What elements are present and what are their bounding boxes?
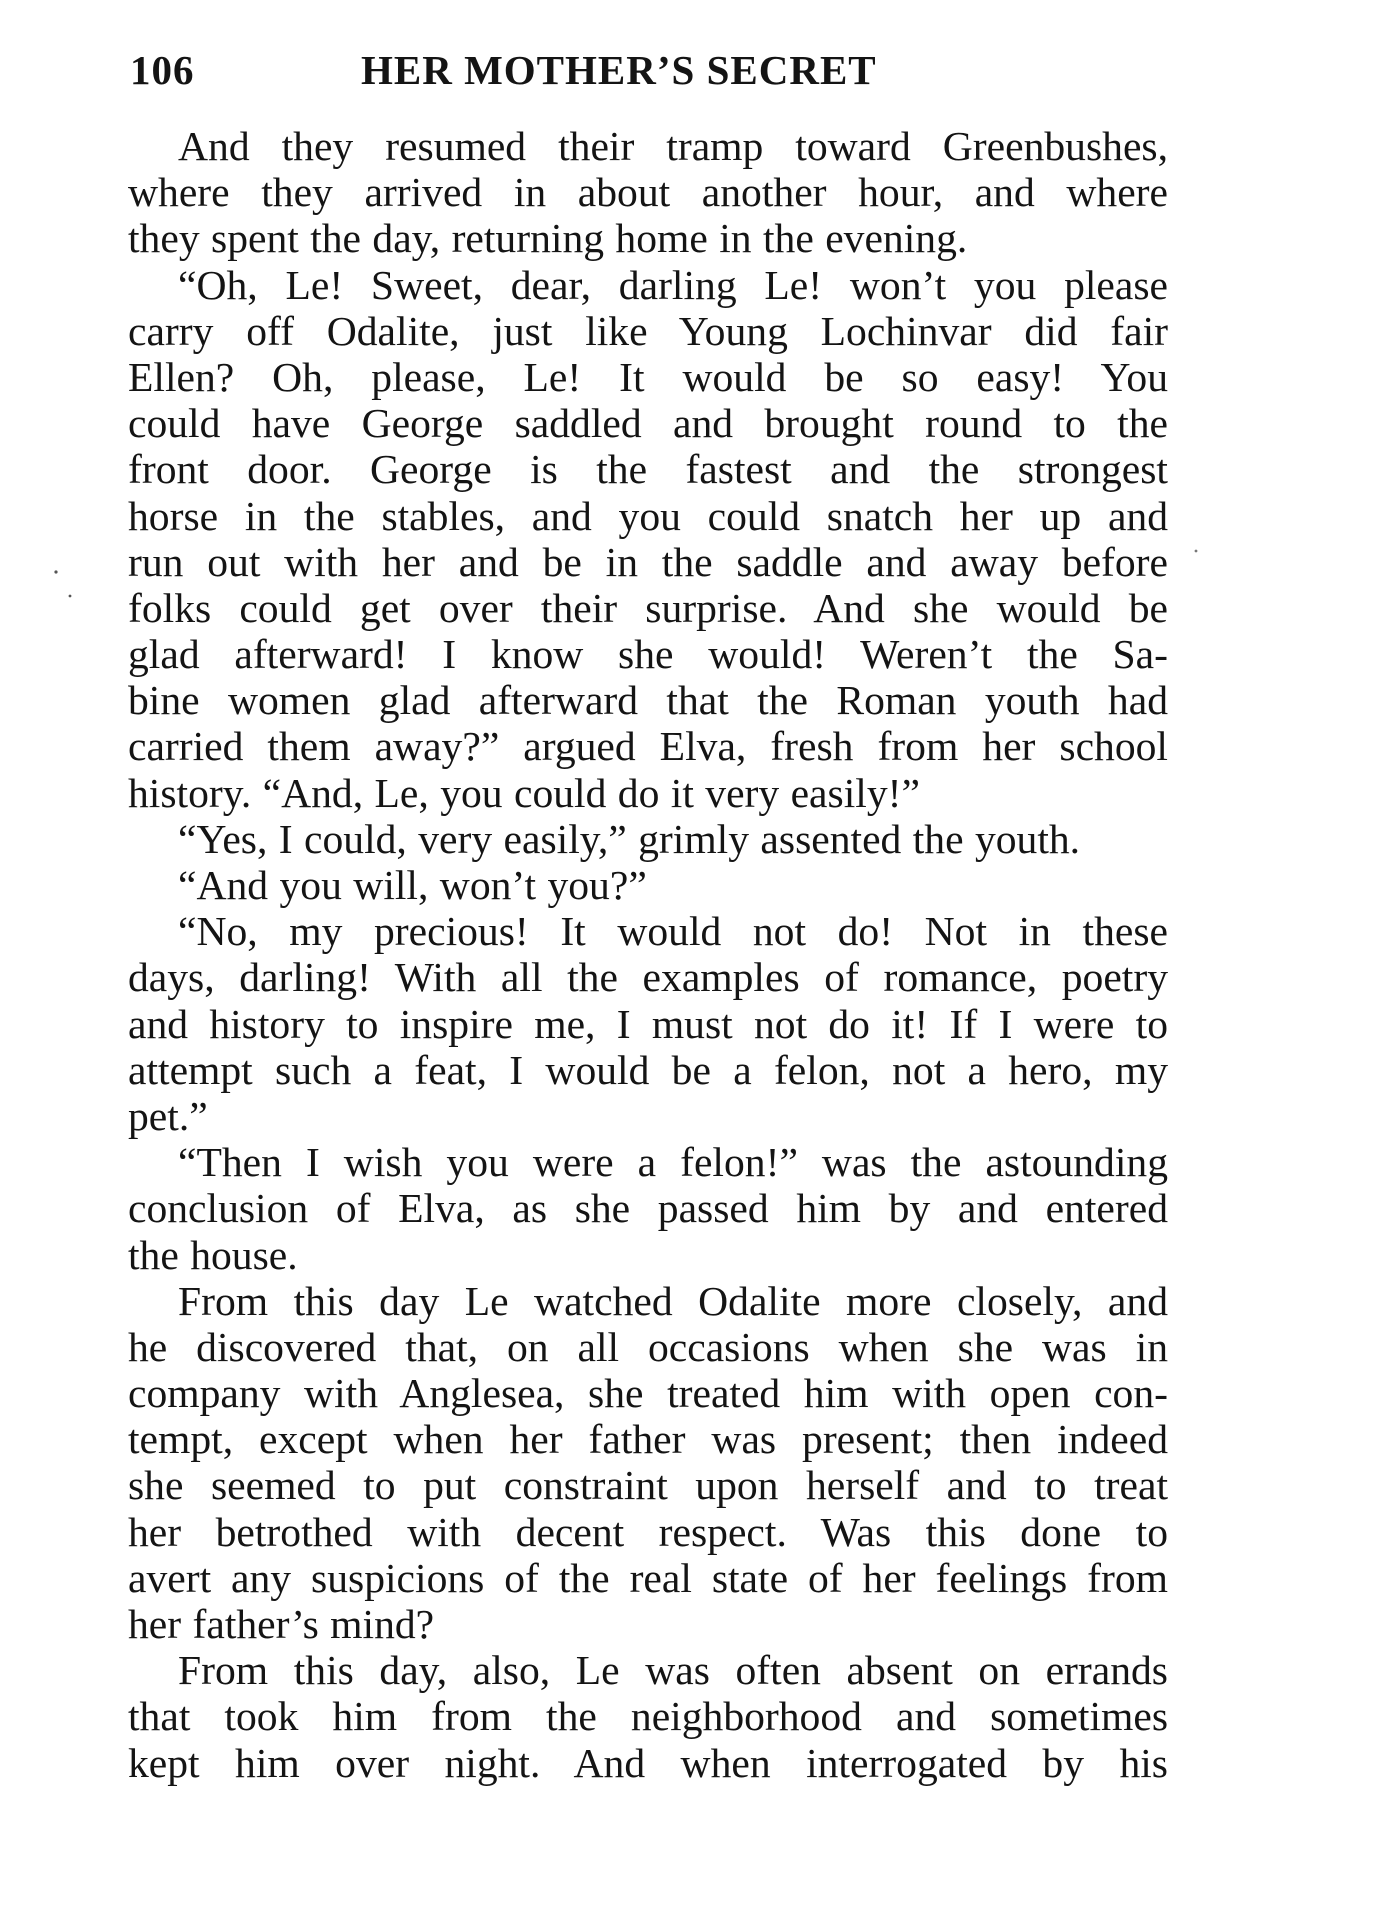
text-line: the house. <box>128 1231 298 1278</box>
text-line: From this day, also, Le was often absent on errands <box>178 1647 1168 1694</box>
text-line: they spent the day, returning home in the evening. <box>128 215 968 262</box>
text-line: “No, my precious! It would not do! Not in these <box>178 908 1168 955</box>
text-line: her father’s mind? <box>128 1601 435 1647</box>
text-line: where they arrived in about another hour, and where <box>128 169 1168 216</box>
text-line: her betrothed with decent respect. Was this done to <box>128 1508 1168 1555</box>
paper-speck <box>1195 550 1198 553</box>
text-line: run out with her and be in the saddle and away before <box>128 538 1168 585</box>
text-line: pet.” <box>128 1092 208 1139</box>
paper-speck <box>69 595 72 598</box>
text-line: front door. George is the fastest and the strongest <box>128 446 1168 493</box>
text-line: avert any suspicions of the real state of her feelings from <box>128 1554 1168 1601</box>
running-title: HER MOTHER’S SECRET <box>361 47 877 93</box>
text-line: “And you will, won’t you?” <box>178 862 647 908</box>
text-line: carry off Odalite, just like Young Lochinvar did fair <box>128 307 1168 354</box>
text-line: could have George saddled and brought round to the <box>128 400 1168 447</box>
text-line: And they resumed their tramp toward Greenbushes, <box>178 123 1168 169</box>
text-line: that took him from the neighborhood and sometimes <box>128 1693 1168 1740</box>
text-line: and history to inspire me, I must not do it! If I were to <box>128 1000 1168 1047</box>
paper-speck <box>54 570 57 573</box>
text-line: “Yes, I could, very easily,” grimly assented the youth. <box>178 815 1081 862</box>
text-line: bine women glad afterward that the Roman youth had <box>128 677 1168 724</box>
text-line: “Oh, Le! Sweet, dear, darling Le! won’t you please <box>178 261 1168 308</box>
text-line: “Then I wish you were a felon!” was the astounding <box>178 1139 1168 1186</box>
page-number: 106 <box>130 47 195 93</box>
text-line: company with Anglesea, she treated him with open con- <box>128 1370 1168 1417</box>
text-line: he discovered that, on all occasions when she was in <box>128 1323 1168 1370</box>
text-line: folks could get over their surprise. And she would be <box>128 584 1168 631</box>
text-line: attempt such a feat, I would be a felon, not a hero, my <box>128 1046 1168 1093</box>
text-line: Ellen? Oh, please, Le! It would be so easy! You <box>128 353 1168 400</box>
text-line: horse in the stables, and you could snatch her up and <box>128 492 1168 539</box>
text-line: carried them away?” argued Elva, fresh from her school <box>128 723 1168 770</box>
text-line: glad afterward! I know she would! Weren’t the Sa- <box>128 631 1168 678</box>
text-line: conclusion of Elva, as she passed him by and entered <box>128 1185 1168 1232</box>
running-head <box>130 40 1165 100</box>
text-line: she seemed to put constraint upon herself and to treat <box>128 1462 1168 1509</box>
text-line: days, darling! With all the examples of romance, poetry <box>128 954 1168 1001</box>
text-line: kept him over night. And when interrogated by his <box>128 1739 1168 1786</box>
text-line: tempt, except when her father was present; then indeed <box>128 1416 1168 1463</box>
body-text <box>128 123 1168 1786</box>
text-line: From this day Le watched Odalite more closely, and <box>178 1277 1168 1324</box>
text-line: history. “And, Le, you could do it very easily!” <box>128 769 920 816</box>
